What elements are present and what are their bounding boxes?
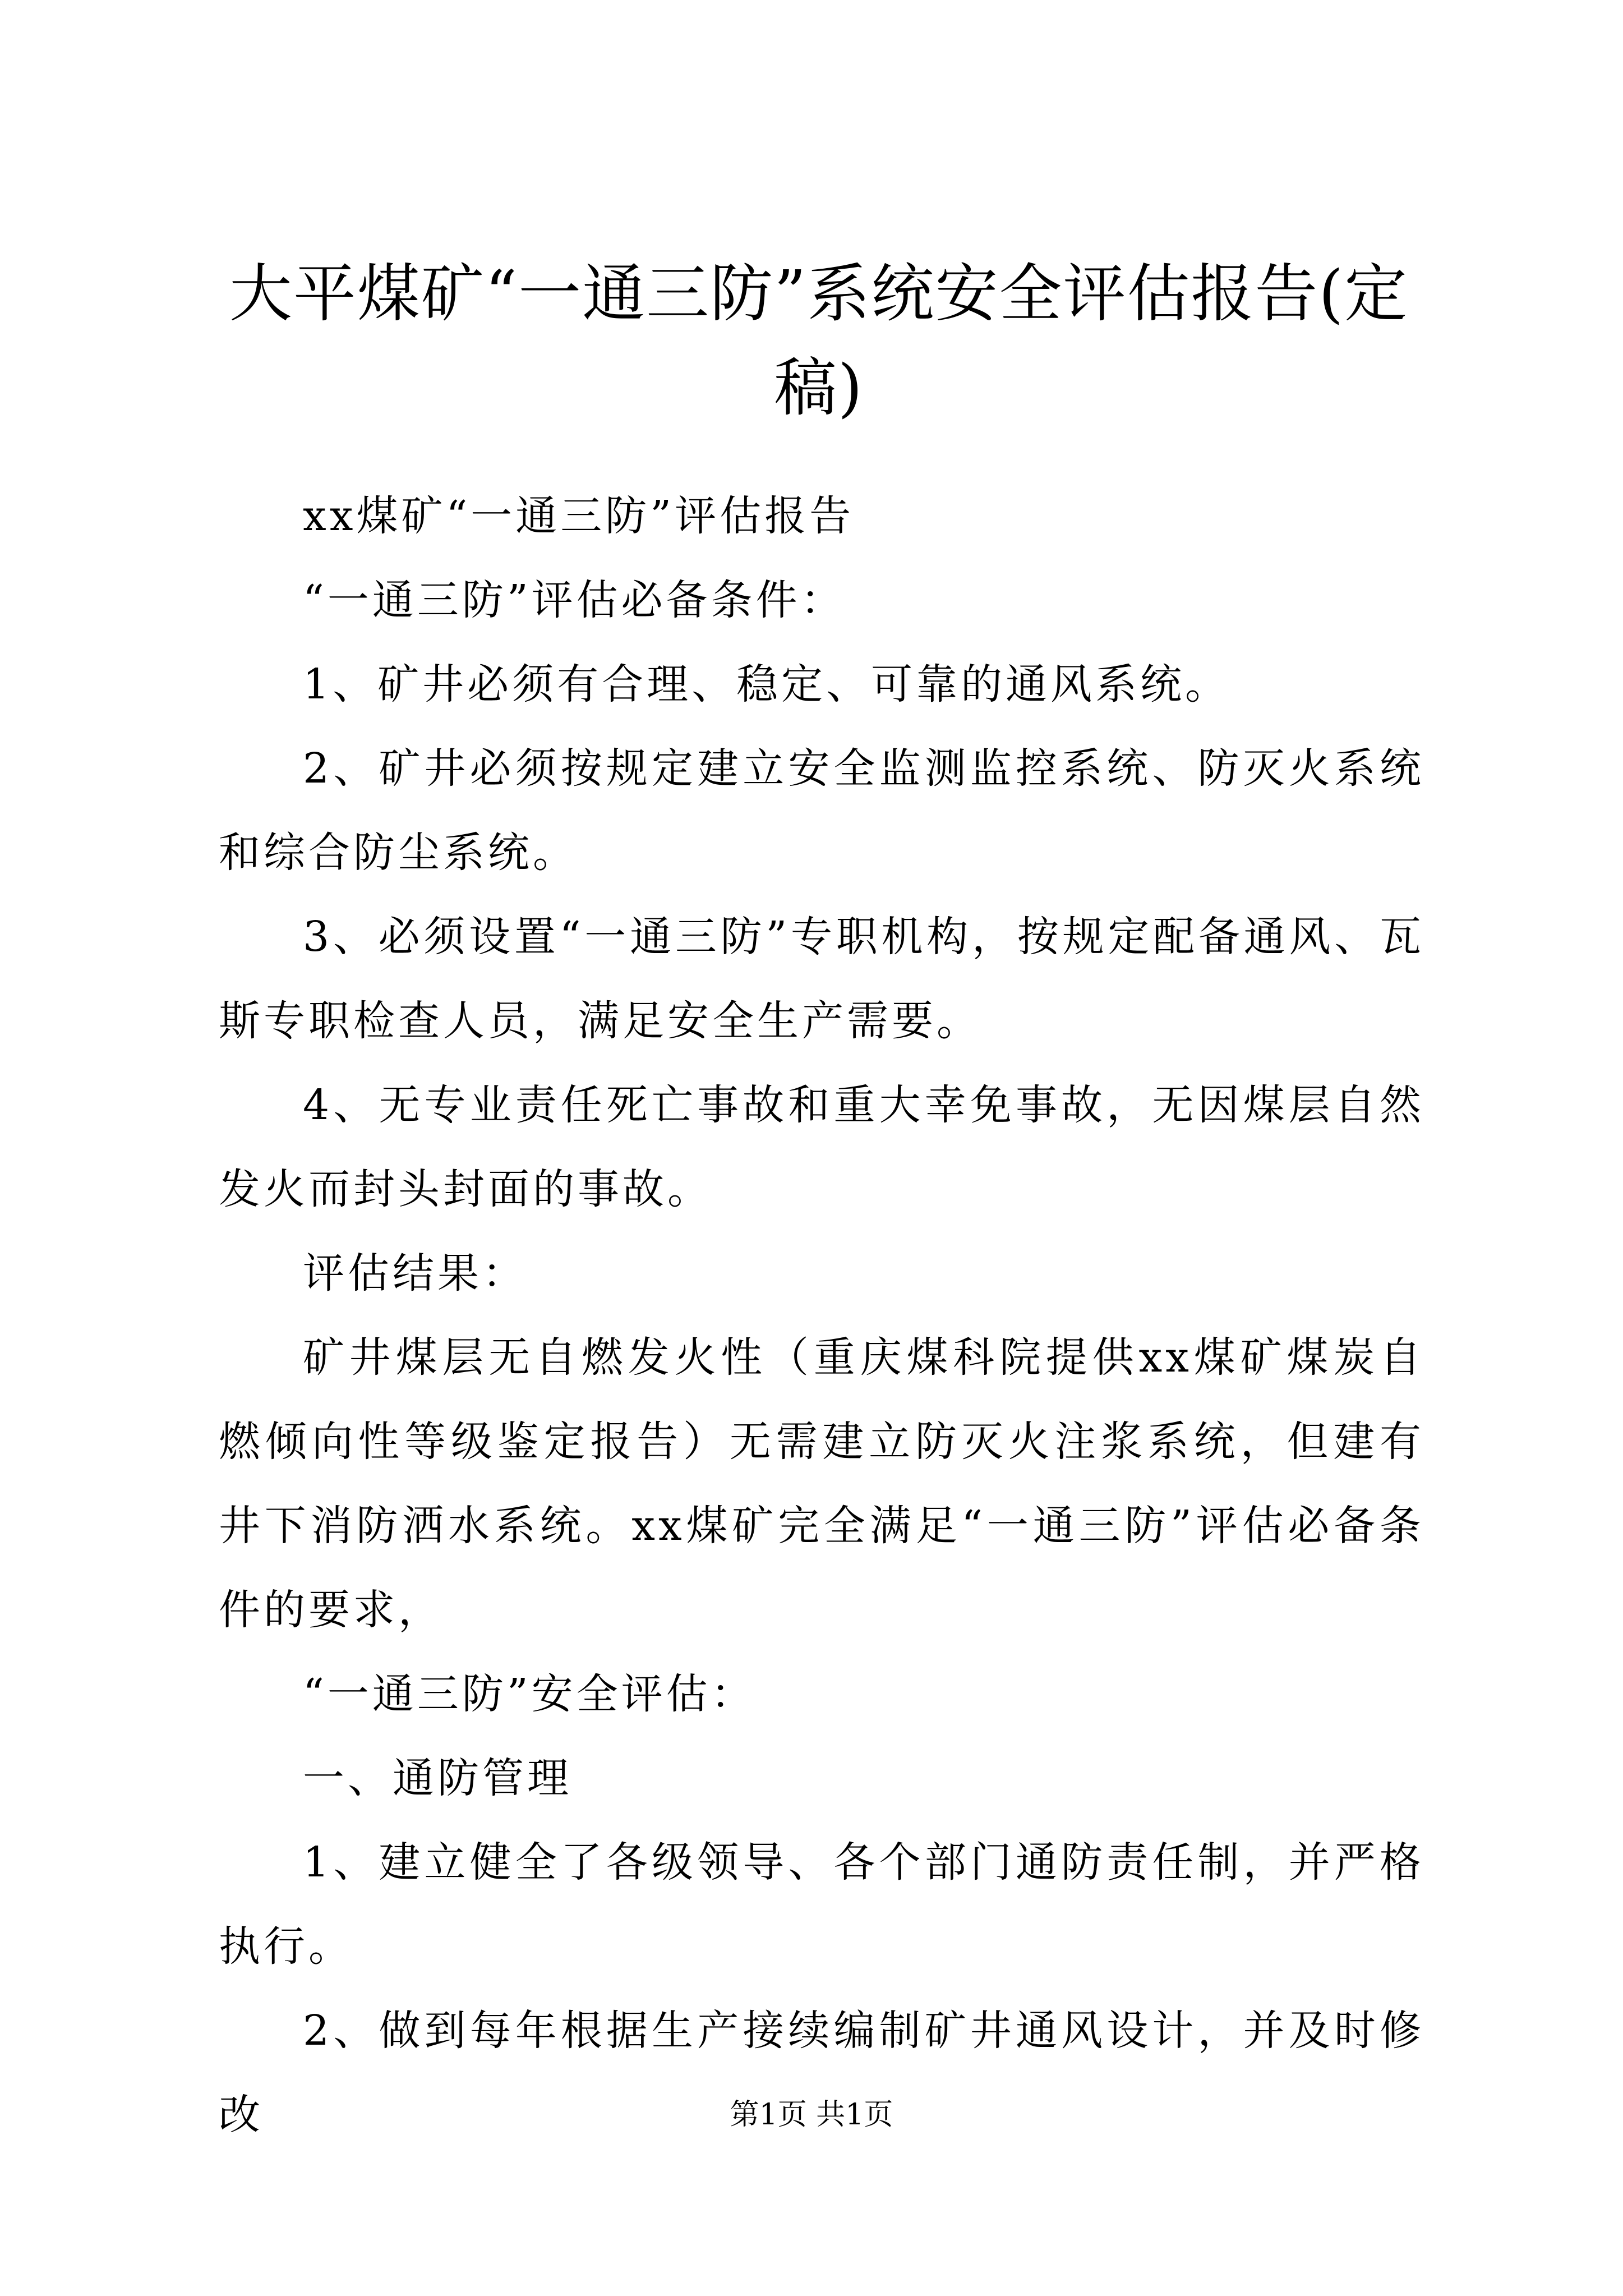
paragraph-section-1-heading: 一、通防管理 <box>303 1754 572 1802</box>
paragraph-result-body: 矿井煤层无自燃发火性（重庆煤科院提供xx煤矿煤炭自燃倾向性等级鉴定报告）无需建立防灭火注浆系统，但建有井下消防洒水系统。xx煤矿完全满足“一通三防”评估必备条件的要求， <box>219 1333 1424 1634</box>
paragraph-result-heading: 评估结果： <box>303 1249 527 1297</box>
paragraph-section-1-item-2: 2、做到每年根据生产接续编制矿井通风设计，并及时修改 <box>219 2007 1424 2139</box>
paragraph-condition-1: 1、矿井必须有合理、稳定、可靠的通风系统。 <box>303 660 1230 708</box>
page-footer: 第1页 共1页 <box>730 2098 893 2132</box>
paragraph-report-heading: xx煤矿“一通三防”评估报告 <box>303 492 855 540</box>
paragraph-assessment-heading: “一通三防”安全评估： <box>303 1670 756 1718</box>
paragraph-condition-3: 3、必须设置“一通三防”专职机构，按规定配备通风、瓦斯专职检查人员，满足安全生产需要。 <box>219 913 1424 1045</box>
paragraph-condition-4: 4、无专业责任死亡事故和重大幸免事故，无因煤层自然发火而封头封面的事故。 <box>219 1081 1424 1213</box>
paragraph-section-1-item-1: 1、建立健全了各级领导、各个部门通防责任制，并严格执行。 <box>219 1838 1424 1971</box>
document-title: 大平煤矿“一通三防”系统安全评估报告(定稿) <box>229 257 1409 425</box>
paragraph-condition-2: 2、矿井必须按规定建立安全监测监控系统、防灭火系统和综合防尘系统。 <box>219 744 1424 877</box>
paragraph-conditions-heading: “一通三防”评估必备条件： <box>303 576 846 624</box>
document-body <box>219 474 1424 2157</box>
